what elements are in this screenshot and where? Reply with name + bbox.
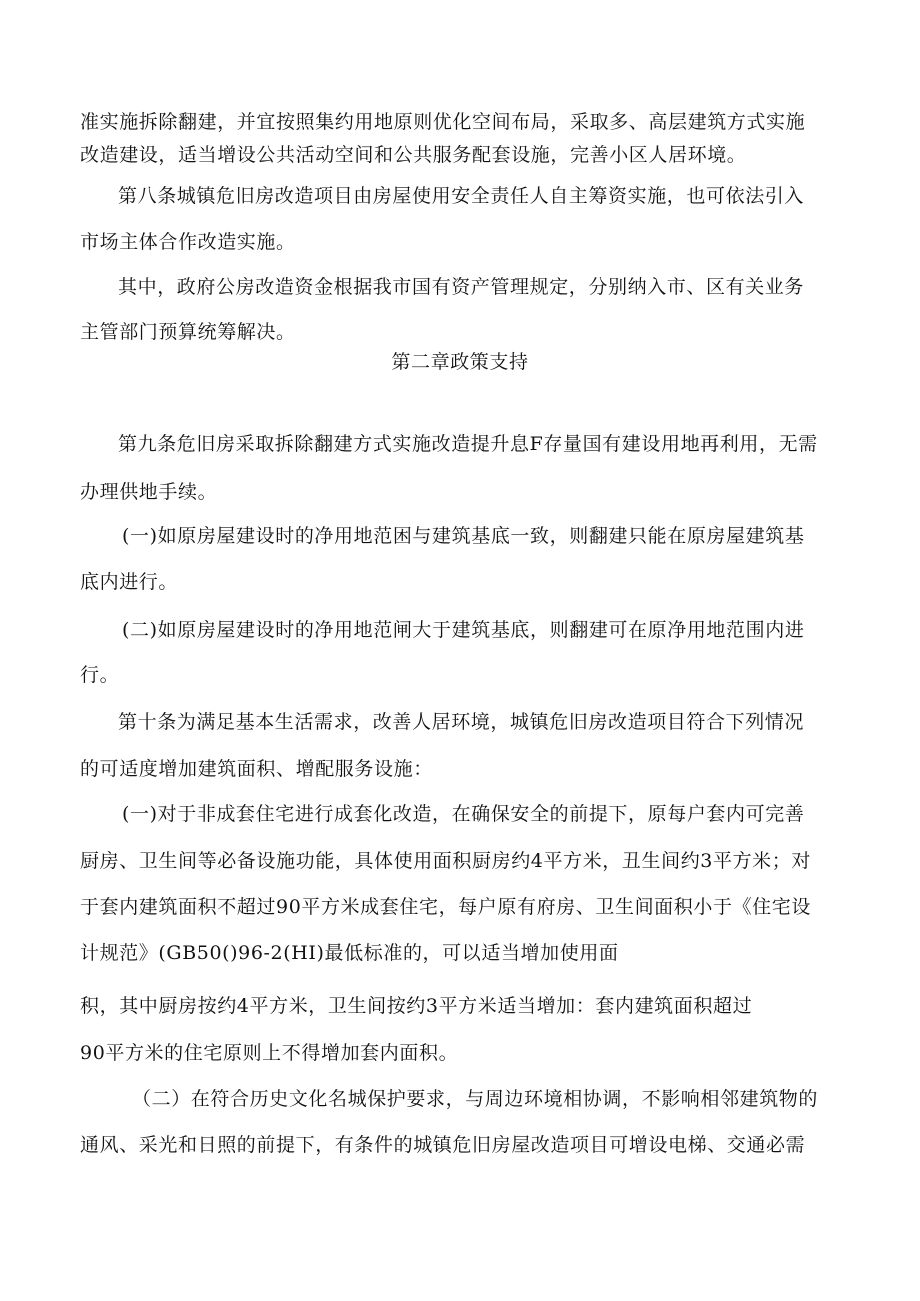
article-9-item-2-line-2: 行。 xyxy=(80,664,120,686)
article-10-item-2-line-1: （二）在符合历史文化名城保护要求，与周边环境相协调，不影响相邻建筑物的 xyxy=(132,1088,819,1110)
article-9-item-2-line-1: (二)如原房屋建设时的净用地范闸大于建筑基底，则翻建可在原净用地范围内进 xyxy=(122,619,805,641)
article-10-item-1-line-1: (一)对于非成套住宅进行成套化改造，在确保安全的前提下，原每户套内可完善 xyxy=(122,803,805,825)
article-10-line-2: 的可适度增加建筑面积、增配服务设施： xyxy=(80,758,433,780)
article-10-item-1-line-6: 90平方米的住宅原则上不得增加套内面积。 xyxy=(80,1042,459,1064)
article-10-item-1-line-2: 厨房、卫生间等必备设施功能，具体使用面积厨房约4平方米，丑生间约3平方米；对 xyxy=(80,850,811,872)
article-10-item-1-line-5: 积，其中厨房按约4平方米，卫生间按约3平方米适当增加：套内建筑面积超过 xyxy=(80,995,753,1017)
article-9-line-1: 第九条危旧房采取拆除翻建方式实施改造提升息F存量国有建设用地再利用，无需 xyxy=(118,433,818,455)
article-8-line-1: 第八条城镇危旧房改造项目由房屋使用安全责任人自主筹资实施，也可依法引入 xyxy=(118,185,805,207)
funding-line-2: 主管部门预算统筹解决。 xyxy=(80,321,296,343)
chapter-heading: 第二章政策支持 xyxy=(391,351,529,373)
article-9-line-2: 办理供地手续。 xyxy=(80,481,218,503)
article-9-item-1-line-1: (一)如原房屋建设时的净用地范困与建筑基底一致，则翻建只能在原房屋建筑基 xyxy=(122,525,805,547)
article-10-line-1: 第十条为满足基本生活需求，改善人居环境，城镇危旧房改造项目符合下列情况 xyxy=(118,711,805,733)
article-10-item-2-line-2: 通风、采光和日照的前提下，有条件的城镇危旧房屋改造项目可增设电梯、交通必需 xyxy=(80,1134,806,1156)
text-line-2: 改造建设，适当增设公共活动空间和公共服务配套设施，完善小区人居环境。 xyxy=(80,144,747,166)
article-10-item-1-line-4: 计规范》(GB50()96-2(HI)最低标准的，可以适当增加使用面 xyxy=(80,942,619,964)
article-9-item-1-line-2: 底内进行。 xyxy=(80,571,179,593)
funding-line-1: 其中，政府公房改造资金根据我市国有资产管理规定，分别纳入市、区有关业务 xyxy=(118,276,805,298)
article-10-item-1-line-3: 于套内建筑面积不超过90平方米成套住宅，每户原有府房、卫生间面积小于《住宅设 xyxy=(80,896,811,918)
text-line-1: 准实施拆除翻建，并宜按照集约用地原则优化空间布局，采取多、高层建筑方式实施 xyxy=(80,111,806,133)
article-8-line-2: 市场主体合作改造实施。 xyxy=(80,231,296,253)
